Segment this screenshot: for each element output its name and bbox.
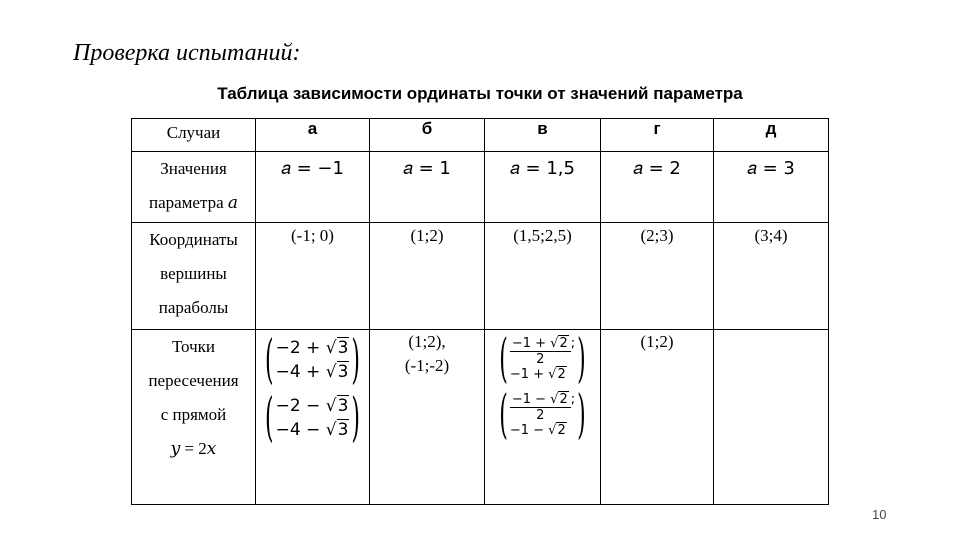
table-cell: (2;3) — [601, 223, 714, 330]
table-cell — [714, 330, 829, 505]
table-cell: (1,5;2,5) — [485, 223, 601, 330]
table-cell: (1;2) — [601, 330, 714, 505]
table-cell — [485, 330, 601, 505]
table-header-row — [132, 119, 829, 152]
page-number: 10 — [872, 507, 887, 522]
table-row — [132, 152, 829, 223]
table-cell: (3;4) — [714, 223, 829, 330]
header-cell: Случаи — [132, 119, 256, 152]
point-vector: ( −2 − √3 −4 − √3 ) — [265, 388, 360, 448]
header-cell: а — [256, 119, 370, 152]
table-cell: (-1; 0) — [256, 223, 370, 330]
row-label: Точки пересечения с прямой 𝑦 = 2𝑥 — [132, 330, 256, 505]
table-cell: (1;2) — [370, 223, 485, 330]
table-row — [132, 223, 829, 330]
table-cell: (1;2), (-1;-2) — [370, 330, 485, 505]
table-title: Таблица зависимости ординаты точки от значений параметра — [217, 84, 743, 103]
header-cell: б — [370, 119, 485, 152]
table-cell: 𝑎 = 1,5 — [485, 152, 601, 223]
header-cell: г — [601, 119, 714, 152]
table-cell: 𝑎 = 2 — [601, 152, 714, 223]
results-table — [131, 118, 829, 505]
table-cell: 𝑎 = −1 — [256, 152, 370, 223]
point-vector: ( $\frac{-1 + √2}{2}$ ; −1 + √2 ) — [499, 329, 586, 389]
table-cell: 𝑎 = 1 — [370, 152, 485, 223]
point-vector: ( $\frac{-1 - √2}{2}$ ; −1 − √2 ) — [499, 385, 586, 445]
row-label: Значения параметра 𝑎 — [132, 152, 256, 223]
point-vector: ( −2 + √3 −4 + √3 ) — [265, 330, 360, 390]
header-cell: д — [714, 119, 829, 152]
table-cell: 𝑎 = 3 — [714, 152, 829, 223]
header-cell: в — [485, 119, 601, 152]
table-row — [132, 330, 829, 505]
slide-heading: Проверка испытаний: — [73, 40, 301, 66]
row-label: Координаты вершины параболы — [132, 223, 256, 330]
table-cell — [256, 330, 370, 505]
